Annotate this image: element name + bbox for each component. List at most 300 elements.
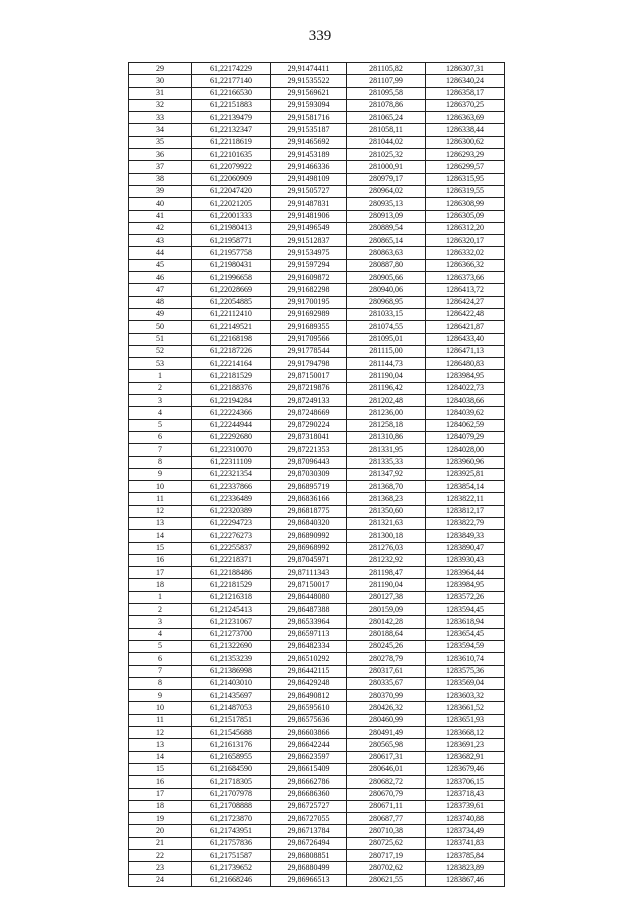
table-row	[129, 542, 505, 554]
y-coordinate-cell: 1286433,40	[426, 333, 505, 345]
point-number-cell: 32	[129, 99, 192, 111]
y-coordinate-cell: 1283651,93	[426, 714, 505, 726]
table-row	[129, 395, 505, 407]
point-number-cell: 44	[129, 247, 192, 259]
point-number-cell: 6	[129, 653, 192, 665]
table-row	[129, 800, 505, 812]
x-coordinate-cell: 281115,00	[347, 345, 426, 357]
y-coordinate-cell: 1284079,29	[426, 431, 505, 443]
x-coordinate-cell: 281190,04	[347, 579, 426, 591]
x-coordinate-cell: 280127,38	[347, 591, 426, 603]
table-row	[129, 99, 505, 111]
table-row	[129, 419, 505, 431]
y-coordinate-cell: 1286293,29	[426, 149, 505, 161]
point-number-cell: 47	[129, 284, 192, 296]
x-coordinate-cell: 281276,03	[347, 542, 426, 554]
table-row	[129, 640, 505, 652]
y-coordinate-cell: 1283849,33	[426, 530, 505, 542]
point-number-cell: 20	[129, 825, 192, 837]
x-coordinate-cell: 280142,28	[347, 616, 426, 628]
y-coordinate-cell: 1283984,95	[426, 579, 505, 591]
table-row	[129, 149, 505, 161]
longitude-cell: 29,91512837	[271, 235, 347, 247]
latitude-cell: 61,22021205	[192, 198, 271, 210]
y-coordinate-cell: 1283867,46	[426, 874, 505, 886]
y-coordinate-cell: 1286338,44	[426, 124, 505, 136]
point-number-cell: 8	[129, 456, 192, 468]
longitude-cell: 29,86840320	[271, 517, 347, 529]
table-row	[129, 222, 505, 234]
y-coordinate-cell: 1283822,79	[426, 517, 505, 529]
x-coordinate-cell: 280913,09	[347, 210, 426, 222]
y-coordinate-cell: 1284028,00	[426, 444, 505, 456]
latitude-cell: 61,22177140	[192, 75, 271, 87]
longitude-cell: 29,86597113	[271, 628, 347, 640]
latitude-cell: 61,21723870	[192, 813, 271, 825]
latitude-cell: 61,22292680	[192, 431, 271, 443]
latitude-cell: 61,22294723	[192, 517, 271, 529]
x-coordinate-cell: 280710,38	[347, 825, 426, 837]
x-coordinate-cell: 280702,62	[347, 862, 426, 874]
longitude-cell: 29,86603866	[271, 727, 347, 739]
x-coordinate-cell: 281331,95	[347, 444, 426, 456]
table-row	[129, 665, 505, 677]
latitude-cell: 61,22118619	[192, 136, 271, 148]
longitude-cell: 29,91692989	[271, 308, 347, 320]
x-coordinate-cell: 280245,26	[347, 640, 426, 652]
y-coordinate-cell: 1283785,84	[426, 850, 505, 862]
y-coordinate-cell: 1283984,95	[426, 370, 505, 382]
table-row	[129, 677, 505, 689]
longitude-cell: 29,86448080	[271, 591, 347, 603]
point-number-cell: 11	[129, 714, 192, 726]
longitude-cell: 29,87248669	[271, 407, 347, 419]
longitude-cell: 29,87318041	[271, 431, 347, 443]
point-number-cell: 37	[129, 161, 192, 173]
table-row	[129, 776, 505, 788]
y-coordinate-cell: 1284039,62	[426, 407, 505, 419]
y-coordinate-cell: 1286319,55	[426, 185, 505, 197]
y-coordinate-cell: 1283668,12	[426, 727, 505, 739]
y-coordinate-cell: 1283960,96	[426, 456, 505, 468]
y-coordinate-cell: 1286471,13	[426, 345, 505, 357]
y-coordinate-cell: 1283603,32	[426, 690, 505, 702]
longitude-cell: 29,87219876	[271, 382, 347, 394]
y-coordinate-cell: 1283740,88	[426, 813, 505, 825]
page-number: 339	[308, 28, 332, 44]
y-coordinate-cell: 1284062,59	[426, 419, 505, 431]
latitude-cell: 61,21403010	[192, 677, 271, 689]
point-number-cell: 4	[129, 407, 192, 419]
latitude-cell: 61,21996658	[192, 272, 271, 284]
latitude-cell: 61,21707978	[192, 788, 271, 800]
longitude-cell: 29,87290224	[271, 419, 347, 431]
x-coordinate-cell: 280865,14	[347, 235, 426, 247]
table-row	[129, 333, 505, 345]
x-coordinate-cell: 280905,66	[347, 272, 426, 284]
longitude-cell: 29,91481906	[271, 210, 347, 222]
latitude-cell: 61,22151883	[192, 99, 271, 111]
point-number-cell: 9	[129, 690, 192, 702]
x-coordinate-cell: 281000,91	[347, 161, 426, 173]
table-row	[129, 702, 505, 714]
point-number-cell: 3	[129, 616, 192, 628]
table-row	[129, 173, 505, 185]
y-coordinate-cell: 1286358,17	[426, 87, 505, 99]
point-number-cell: 16	[129, 776, 192, 788]
point-number-cell: 9	[129, 468, 192, 480]
table-row	[129, 456, 505, 468]
y-coordinate-cell: 1286421,87	[426, 321, 505, 333]
latitude-cell: 61,22028669	[192, 284, 271, 296]
point-number-cell: 17	[129, 567, 192, 579]
latitude-cell: 61,21684590	[192, 763, 271, 775]
x-coordinate-cell: 281258,18	[347, 419, 426, 431]
x-coordinate-cell: 280426,32	[347, 702, 426, 714]
longitude-cell: 29,87030309	[271, 468, 347, 480]
point-number-cell: 12	[129, 727, 192, 739]
x-coordinate-cell: 281347,92	[347, 468, 426, 480]
x-coordinate-cell: 281074,55	[347, 321, 426, 333]
table-row	[129, 87, 505, 99]
latitude-cell: 61,21708888	[192, 800, 271, 812]
table-row	[129, 579, 505, 591]
x-coordinate-cell: 281368,23	[347, 493, 426, 505]
longitude-cell: 29,91535187	[271, 124, 347, 136]
x-coordinate-cell: 280887,80	[347, 259, 426, 271]
point-number-cell: 15	[129, 542, 192, 554]
table-row	[129, 837, 505, 849]
table-row	[129, 75, 505, 87]
latitude-cell: 61,21757836	[192, 837, 271, 849]
y-coordinate-cell: 1286299,57	[426, 161, 505, 173]
y-coordinate-cell: 1286413,72	[426, 284, 505, 296]
coordinates-table	[128, 62, 505, 887]
longitude-cell: 29,86725727	[271, 800, 347, 812]
longitude-cell: 29,87150017	[271, 579, 347, 591]
latitude-cell: 61,22168198	[192, 333, 271, 345]
longitude-cell: 29,86890992	[271, 530, 347, 542]
longitude-cell: 29,91709566	[271, 333, 347, 345]
table-row	[129, 554, 505, 566]
point-number-cell: 33	[129, 112, 192, 124]
table-row	[129, 505, 505, 517]
longitude-cell: 29,86623597	[271, 751, 347, 763]
y-coordinate-cell: 1283610,74	[426, 653, 505, 665]
x-coordinate-cell: 280317,61	[347, 665, 426, 677]
x-coordinate-cell: 281025,32	[347, 149, 426, 161]
table-row	[129, 136, 505, 148]
x-coordinate-cell: 280491,49	[347, 727, 426, 739]
latitude-cell: 61,22276273	[192, 530, 271, 542]
longitude-cell: 29,86713784	[271, 825, 347, 837]
y-coordinate-cell: 1283734,49	[426, 825, 505, 837]
longitude-cell: 29,91794798	[271, 358, 347, 370]
table-row	[129, 235, 505, 247]
table-row	[129, 321, 505, 333]
x-coordinate-cell: 281310,86	[347, 431, 426, 443]
longitude-cell: 29,91505727	[271, 185, 347, 197]
table-row	[129, 874, 505, 886]
table-row	[129, 259, 505, 271]
x-coordinate-cell: 280863,63	[347, 247, 426, 259]
table-row	[129, 813, 505, 825]
table-row	[129, 727, 505, 739]
longitude-cell: 29,86880499	[271, 862, 347, 874]
latitude-cell: 61,22194284	[192, 395, 271, 407]
y-coordinate-cell: 1284038,66	[426, 395, 505, 407]
longitude-cell: 29,91581716	[271, 112, 347, 124]
latitude-cell: 61,21517851	[192, 714, 271, 726]
latitude-cell: 61,22188376	[192, 382, 271, 394]
x-coordinate-cell: 281198,47	[347, 567, 426, 579]
longitude-cell: 29,86727055	[271, 813, 347, 825]
longitude-cell: 29,86895719	[271, 481, 347, 493]
point-number-cell: 19	[129, 813, 192, 825]
table-row	[129, 345, 505, 357]
latitude-cell: 61,21231067	[192, 616, 271, 628]
longitude-cell: 29,87045971	[271, 554, 347, 566]
x-coordinate-cell: 280682,72	[347, 776, 426, 788]
longitude-cell: 29,87150017	[271, 370, 347, 382]
latitude-cell: 61,21739652	[192, 862, 271, 874]
table-row	[129, 431, 505, 443]
x-coordinate-cell: 281321,63	[347, 517, 426, 529]
longitude-cell: 29,87096443	[271, 456, 347, 468]
y-coordinate-cell: 1286332,02	[426, 247, 505, 259]
latitude-cell: 61,21273700	[192, 628, 271, 640]
y-coordinate-cell: 1284022,73	[426, 382, 505, 394]
y-coordinate-cell: 1286424,27	[426, 296, 505, 308]
longitude-cell: 29,91700195	[271, 296, 347, 308]
x-coordinate-cell: 280935,13	[347, 198, 426, 210]
table-row	[129, 161, 505, 173]
latitude-cell: 61,22188486	[192, 567, 271, 579]
point-number-cell: 23	[129, 862, 192, 874]
x-coordinate-cell: 281196,42	[347, 382, 426, 394]
point-number-cell: 5	[129, 640, 192, 652]
table-row	[129, 272, 505, 284]
table-row	[129, 850, 505, 862]
x-coordinate-cell: 280621,55	[347, 874, 426, 886]
latitude-cell: 61,22224366	[192, 407, 271, 419]
longitude-cell: 29,86575636	[271, 714, 347, 726]
longitude-cell: 29,91597294	[271, 259, 347, 271]
x-coordinate-cell: 281095,58	[347, 87, 426, 99]
longitude-cell: 29,91487831	[271, 198, 347, 210]
point-number-cell: 13	[129, 517, 192, 529]
x-coordinate-cell: 281350,60	[347, 505, 426, 517]
point-number-cell: 49	[129, 308, 192, 320]
y-coordinate-cell: 1283569,04	[426, 677, 505, 689]
x-coordinate-cell: 281095,01	[347, 333, 426, 345]
x-coordinate-cell: 281236,00	[347, 407, 426, 419]
table-row	[129, 308, 505, 320]
point-number-cell: 2	[129, 382, 192, 394]
y-coordinate-cell: 1286422,48	[426, 308, 505, 320]
table-row	[129, 604, 505, 616]
longitude-cell: 29,86510292	[271, 653, 347, 665]
table-row	[129, 714, 505, 726]
x-coordinate-cell: 280565,98	[347, 739, 426, 751]
y-coordinate-cell: 1283654,45	[426, 628, 505, 640]
y-coordinate-cell: 1286370,25	[426, 99, 505, 111]
latitude-cell: 61,22132347	[192, 124, 271, 136]
point-number-cell: 41	[129, 210, 192, 222]
latitude-cell: 61,21545688	[192, 727, 271, 739]
table-row	[129, 185, 505, 197]
point-number-cell: 52	[129, 345, 192, 357]
y-coordinate-cell: 1283679,46	[426, 763, 505, 775]
latitude-cell: 61,22310070	[192, 444, 271, 456]
point-number-cell: 50	[129, 321, 192, 333]
longitude-cell: 29,87111343	[271, 567, 347, 579]
point-number-cell: 35	[129, 136, 192, 148]
latitude-cell: 61,22244944	[192, 419, 271, 431]
latitude-cell: 61,21718305	[192, 776, 271, 788]
point-number-cell: 3	[129, 395, 192, 407]
y-coordinate-cell: 1286363,69	[426, 112, 505, 124]
latitude-cell: 61,22336489	[192, 493, 271, 505]
table-row	[129, 284, 505, 296]
longitude-cell: 29,86442115	[271, 665, 347, 677]
y-coordinate-cell: 1283822,11	[426, 493, 505, 505]
y-coordinate-cell: 1286320,17	[426, 235, 505, 247]
x-coordinate-cell: 280889,54	[347, 222, 426, 234]
longitude-cell: 29,86482334	[271, 640, 347, 652]
x-coordinate-cell: 280370,99	[347, 690, 426, 702]
longitude-cell: 29,86642244	[271, 739, 347, 751]
longitude-cell: 29,87221353	[271, 444, 347, 456]
latitude-cell: 61,22047420	[192, 185, 271, 197]
point-number-cell: 40	[129, 198, 192, 210]
table-row	[129, 788, 505, 800]
y-coordinate-cell: 1283930,43	[426, 554, 505, 566]
latitude-cell: 61,21980431	[192, 259, 271, 271]
y-coordinate-cell: 1283618,94	[426, 616, 505, 628]
y-coordinate-cell: 1283691,23	[426, 739, 505, 751]
y-coordinate-cell: 1286308,99	[426, 198, 505, 210]
x-coordinate-cell: 281190,04	[347, 370, 426, 382]
point-number-cell: 34	[129, 124, 192, 136]
y-coordinate-cell: 1286480,83	[426, 358, 505, 370]
table-row	[129, 690, 505, 702]
latitude-cell: 61,22321354	[192, 468, 271, 480]
longitude-cell: 29,91453189	[271, 149, 347, 161]
y-coordinate-cell: 1286315,95	[426, 173, 505, 185]
point-number-cell: 38	[129, 173, 192, 185]
latitude-cell: 61,22112410	[192, 308, 271, 320]
longitude-cell: 29,91466336	[271, 161, 347, 173]
longitude-cell: 29,86968992	[271, 542, 347, 554]
y-coordinate-cell: 1283661,52	[426, 702, 505, 714]
point-number-cell: 24	[129, 874, 192, 886]
latitude-cell: 61,21958771	[192, 235, 271, 247]
latitude-cell: 61,22187226	[192, 345, 271, 357]
point-number-cell: 36	[129, 149, 192, 161]
x-coordinate-cell: 280617,31	[347, 751, 426, 763]
latitude-cell: 61,22149521	[192, 321, 271, 333]
x-coordinate-cell: 281105,82	[347, 63, 426, 75]
point-number-cell: 18	[129, 579, 192, 591]
y-coordinate-cell: 1283739,61	[426, 800, 505, 812]
latitude-cell: 61,21658955	[192, 751, 271, 763]
table-row	[129, 382, 505, 394]
latitude-cell: 61,21487053	[192, 702, 271, 714]
longitude-cell: 29,86662786	[271, 776, 347, 788]
y-coordinate-cell: 1283682,91	[426, 751, 505, 763]
table-row	[129, 567, 505, 579]
latitude-cell: 61,22181529	[192, 370, 271, 382]
longitude-cell: 29,91496549	[271, 222, 347, 234]
point-number-cell: 10	[129, 702, 192, 714]
table-row	[129, 63, 505, 75]
y-coordinate-cell: 1283964,44	[426, 567, 505, 579]
table-row	[129, 591, 505, 603]
table-row	[129, 468, 505, 480]
longitude-cell: 29,86615409	[271, 763, 347, 775]
x-coordinate-cell: 281058,11	[347, 124, 426, 136]
longitude-cell: 29,86533964	[271, 616, 347, 628]
x-coordinate-cell: 280460,99	[347, 714, 426, 726]
latitude-cell: 61,22166530	[192, 87, 271, 99]
latitude-cell: 61,22060909	[192, 173, 271, 185]
point-number-cell: 8	[129, 677, 192, 689]
table-row	[129, 444, 505, 456]
longitude-cell: 29,86966513	[271, 874, 347, 886]
point-number-cell: 11	[129, 493, 192, 505]
longitude-cell: 29,86429248	[271, 677, 347, 689]
point-number-cell: 5	[129, 419, 192, 431]
point-number-cell: 53	[129, 358, 192, 370]
point-number-cell: 31	[129, 87, 192, 99]
longitude-cell: 29,86487388	[271, 604, 347, 616]
table-row	[129, 296, 505, 308]
latitude-cell: 61,21668246	[192, 874, 271, 886]
table-row	[129, 862, 505, 874]
point-number-cell: 7	[129, 444, 192, 456]
latitude-cell: 61,21435697	[192, 690, 271, 702]
longitude-cell: 29,86490812	[271, 690, 347, 702]
table-row	[129, 481, 505, 493]
x-coordinate-cell: 281300,18	[347, 530, 426, 542]
x-coordinate-cell: 280670,79	[347, 788, 426, 800]
point-number-cell: 17	[129, 788, 192, 800]
y-coordinate-cell: 1283594,45	[426, 604, 505, 616]
x-coordinate-cell: 281144,73	[347, 358, 426, 370]
longitude-cell: 29,91593094	[271, 99, 347, 111]
longitude-cell: 29,86595610	[271, 702, 347, 714]
point-number-cell: 18	[129, 800, 192, 812]
longitude-cell: 29,86836166	[271, 493, 347, 505]
y-coordinate-cell: 1283823,89	[426, 862, 505, 874]
x-coordinate-cell: 280188,64	[347, 628, 426, 640]
latitude-cell: 61,22218371	[192, 554, 271, 566]
point-number-cell: 14	[129, 530, 192, 542]
point-number-cell: 30	[129, 75, 192, 87]
x-coordinate-cell: 281232,92	[347, 554, 426, 566]
x-coordinate-cell: 281065,24	[347, 112, 426, 124]
latitude-cell: 61,22320389	[192, 505, 271, 517]
point-number-cell: 29	[129, 63, 192, 75]
latitude-cell: 61,21751587	[192, 850, 271, 862]
point-number-cell: 4	[129, 628, 192, 640]
x-coordinate-cell: 281202,48	[347, 395, 426, 407]
longitude-cell: 29,91465692	[271, 136, 347, 148]
longitude-cell: 29,86808851	[271, 850, 347, 862]
y-coordinate-cell: 1286307,31	[426, 63, 505, 75]
longitude-cell: 29,91535522	[271, 75, 347, 87]
